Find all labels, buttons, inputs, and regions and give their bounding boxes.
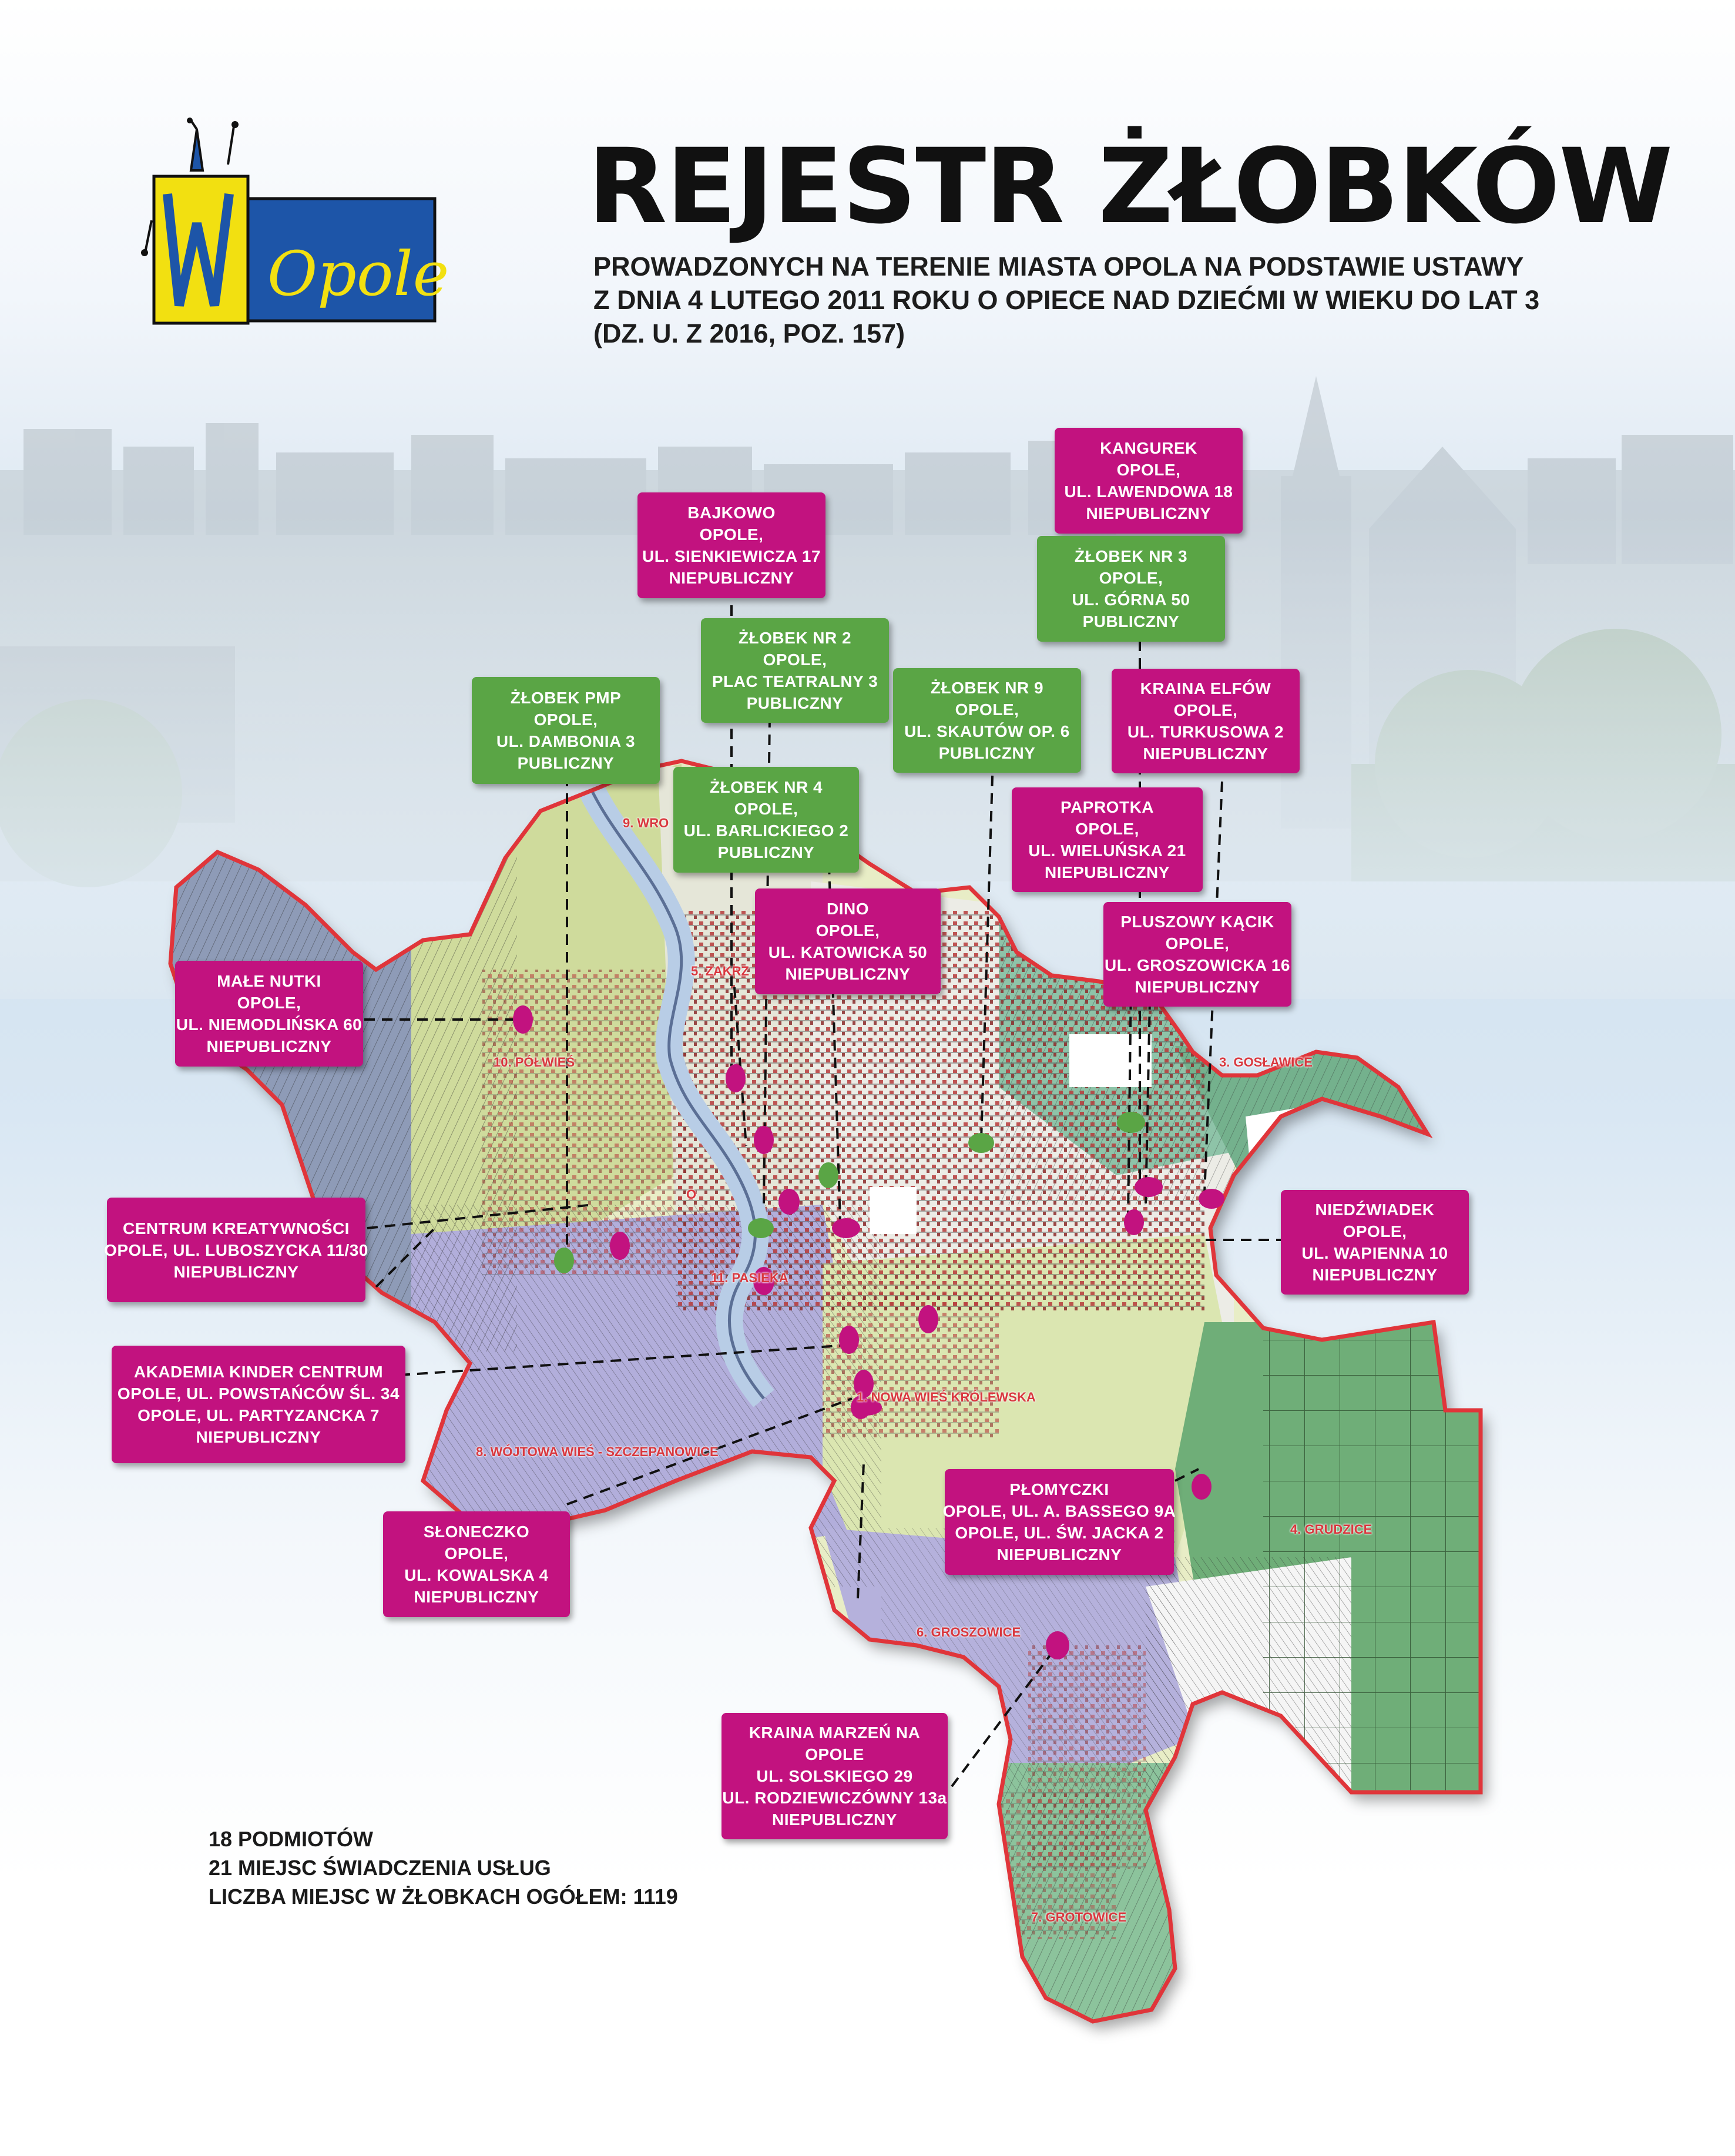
institution-paprotka	[1012, 787, 1203, 892]
institution-name: ŻŁOBEK NR 2	[738, 629, 852, 647]
institution-city: OPOLE	[805, 1745, 864, 1763]
institution-name: KANGUREK	[1100, 439, 1197, 457]
institution-address: UL. WAPIENNA 10	[1301, 1244, 1448, 1262]
institution-zlobek-nr-3	[1037, 536, 1225, 642]
institution-type: NIEPUBLICZNY	[1086, 504, 1212, 522]
institution-address: OPOLE, UL. POWSTAŃCÓW ŚL. 34	[117, 1384, 400, 1403]
institution-address: UL. DAMBONIA 3	[496, 732, 636, 750]
location-marker[interactable]	[839, 1326, 859, 1354]
institution-address: UL. KOWALSKA 4	[404, 1566, 549, 1584]
institution-type: NIEPUBLICZNY	[996, 1545, 1122, 1564]
institution-akademia-kinder-centrum	[112, 1346, 405, 1463]
institution-type: PUBLICZNY	[1082, 612, 1180, 631]
institution-name: PLUSZOWY KĄCIK	[1120, 913, 1274, 931]
institution-sloneczko	[383, 1511, 570, 1617]
institution-type: PUBLICZNY	[717, 843, 815, 861]
institution-type: NIEPUBLICZNY	[1312, 1266, 1438, 1284]
institution-type: NIEPUBLICZNY	[772, 1810, 897, 1829]
institution-city: OPOLE,	[1343, 1222, 1407, 1240]
institution-name: KRAINA MARZEŃ NA	[749, 1724, 921, 1742]
institution-zlobek-nr-2	[701, 618, 889, 723]
location-marker[interactable]	[918, 1305, 938, 1333]
institution-niedzwiadek	[1281, 1190, 1469, 1295]
institution-zlobek-pmp	[472, 677, 660, 784]
subtitle-line: PROWADZONYCH NA TERENIE MIASTA OPOLA NA PODSTAWIE USTAWY	[593, 252, 1524, 281]
location-marker[interactable]	[1046, 1631, 1069, 1659]
institution-name: ŻŁOBEK NR 4	[709, 778, 823, 796]
location-marker[interactable]	[1117, 1112, 1145, 1133]
stat-capacity: LICZBA MIEJSC W ŻŁOBKACH OGÓŁEM: 1119	[209, 1885, 678, 1909]
location-marker[interactable]	[726, 1064, 746, 1092]
location-marker[interactable]	[1199, 1189, 1224, 1209]
institution-address: OPOLE, UL. ŚW. JACKA 2	[955, 1524, 1164, 1542]
institution-city: OPOLE,	[955, 700, 1019, 719]
district-label: O	[686, 1187, 697, 1202]
district-label: 11. PASIEKA	[711, 1270, 788, 1285]
institution-centrum-kreatywnosci	[104, 1198, 368, 1302]
institution-name: ŻŁOBEK NR 3	[1074, 547, 1188, 565]
institution-city: OPOLE,	[763, 651, 827, 669]
institution-name: SŁONECZKO	[423, 1523, 530, 1541]
subtitle-line: Z DNIA 4 LUTEGO 2011 ROKU O OPIECE NAD DZIEĆMI W WIEKU DO LAT 3	[593, 285, 1540, 315]
institution-dino	[755, 888, 941, 994]
institution-male-nutki	[175, 961, 363, 1067]
institution-address: UL. NIEMODLIŃSKA 60	[176, 1015, 363, 1034]
institution-city: OPOLE,	[1165, 934, 1230, 953]
location-marker[interactable]	[1135, 1177, 1163, 1197]
institution-address: UL. LAWENDOWA 18	[1064, 482, 1233, 501]
institution-city: OPOLE,	[1075, 820, 1139, 838]
institution-city: OPOLE,	[699, 525, 764, 544]
location-marker[interactable]	[832, 1218, 860, 1238]
institution-address: UL. WIELUŃSKA 21	[1028, 841, 1186, 860]
institution-name: MAŁE NUTKI	[217, 972, 321, 990]
institution-type: NIEPUBLICZNY	[669, 569, 794, 587]
institution-address: UL. GÓRNA 50	[1072, 591, 1190, 609]
institution-address: UL. SOLSKIEGO 29	[756, 1767, 913, 1785]
institution-name: DINO	[827, 900, 869, 918]
institution-type: PUBLICZNY	[517, 754, 615, 772]
institution-pluszowy-kacik	[1103, 902, 1291, 1007]
location-marker[interactable]	[513, 1005, 533, 1034]
institution-address: UL. TURKUSOWA 2	[1127, 723, 1284, 741]
institution-city: OPOLE,	[734, 800, 798, 818]
district-label: 5. ZAKRZ	[691, 964, 749, 978]
institution-name: NIEDŹWIADEK	[1315, 1201, 1435, 1219]
institution-address: UL. RODZIEWICZÓWNY 13a	[722, 1789, 947, 1807]
institution-plomyczki	[942, 1469, 1176, 1575]
location-marker[interactable]	[754, 1126, 774, 1154]
institution-name: ŻŁOBEK PMP	[510, 689, 622, 707]
institution-name: AKADEMIA KINDER CENTRUM	[133, 1363, 384, 1381]
institution-city: OPOLE,	[1173, 701, 1238, 719]
institution-address: OPOLE, UL. A. BASSEGO 9A	[942, 1502, 1176, 1520]
institution-city: OPOLE,	[444, 1544, 509, 1562]
institution-type: NIEPUBLICZNY	[1135, 978, 1260, 996]
institution-city: OPOLE,	[237, 994, 301, 1012]
institution-name: PŁOMYCZKI	[1009, 1480, 1109, 1498]
location-marker[interactable]	[748, 1218, 774, 1238]
institution-kraina-elfow	[1112, 669, 1300, 773]
institution-type: NIEPUBLICZNY	[1045, 863, 1170, 881]
page-title: REJESTR ŻŁOBKÓW	[588, 126, 1672, 247]
institution-zlobek-nr-9	[893, 668, 1081, 773]
summary-stats	[209, 1825, 678, 1911]
institution-name: BAJKOWO	[687, 504, 776, 522]
district-label: 10. PÓŁWIEŚ	[494, 1055, 575, 1069]
logo-text: Opole	[267, 238, 449, 310]
institution-type: NIEPUBLICZNY	[173, 1262, 299, 1281]
institution-address: OPOLE, UL. LUBOSZYCKA 11/30	[104, 1240, 368, 1259]
institution-zlobek-nr-4	[673, 767, 859, 873]
institution-address: UL. KATOWICKA 50	[768, 943, 928, 961]
location-marker[interactable]	[818, 1162, 838, 1188]
institution-name: KRAINA ELFÓW	[1140, 679, 1271, 698]
district-label: 4. GRUDZICE	[1290, 1522, 1372, 1537]
institution-type: NIEPUBLICZNY	[206, 1037, 332, 1055]
institution-address: UL. BARLICKIEGO 2	[683, 822, 849, 840]
district-label: 1. NOWA WIEŚ KRÓLEWSKA	[857, 1390, 1036, 1404]
institution-bajkowo	[637, 492, 825, 598]
institution-address: UL. GROSZOWICKA 16	[1105, 956, 1290, 974]
district-label: 7. GROTOWICE	[1031, 1910, 1127, 1924]
institution-type: PUBLICZNY	[938, 744, 1036, 762]
institution-type: NIEPUBLICZNY	[785, 965, 911, 983]
institution-city: OPOLE,	[533, 710, 598, 729]
location-marker[interactable]	[1124, 1209, 1144, 1235]
institution-address: OPOLE, UL. PARTYZANCKA 7	[137, 1406, 380, 1424]
institution-type: NIEPUBLICZNY	[196, 1428, 321, 1446]
institution-name: PAPROTKA	[1060, 798, 1155, 816]
institution-kraina-marzen	[721, 1713, 948, 1839]
location-marker[interactable]	[610, 1232, 630, 1260]
location-marker[interactable]	[778, 1189, 800, 1215]
location-marker[interactable]	[1192, 1474, 1212, 1500]
institution-name: ŻŁOBEK NR 9	[930, 679, 1044, 697]
stat-entities: 18 PODMIOTÓW	[209, 1827, 374, 1851]
institution-name: CENTRUM KREATYWNOŚCI	[123, 1219, 350, 1238]
district-label: 6. GROSZOWICE	[917, 1625, 1021, 1639]
district-label: 8. WÓJTOWA WIEŚ - SZCZEPANOWICE	[476, 1444, 719, 1459]
institution-address: UL. SIENKIEWICZA 17	[642, 547, 821, 565]
institution-type: NIEPUBLICZNY	[414, 1588, 539, 1606]
district-label: 9. WRO	[623, 816, 669, 830]
district-label: 3. GOSŁAWICE	[1219, 1055, 1313, 1069]
institution-address: PLAC TEATRALNY 3	[712, 672, 878, 690]
location-marker[interactable]	[968, 1133, 994, 1153]
institution-type: PUBLICZNY	[746, 694, 844, 712]
institution-city: OPOLE,	[1099, 569, 1163, 587]
stat-locations: 21 MIEJSC ŚWIADCZENIA USŁUG	[209, 1856, 551, 1880]
institution-kangurek	[1055, 428, 1243, 534]
institution-type: NIEPUBLICZNY	[1143, 745, 1268, 763]
institution-city: OPOLE,	[816, 921, 880, 940]
subtitle-line: (DZ. U. Z 2016, POZ. 157)	[593, 318, 905, 348]
institution-city: OPOLE,	[1116, 461, 1181, 479]
institution-address: UL. SKAUTÓW OP. 6	[904, 722, 1070, 740]
location-marker[interactable]	[554, 1248, 574, 1273]
